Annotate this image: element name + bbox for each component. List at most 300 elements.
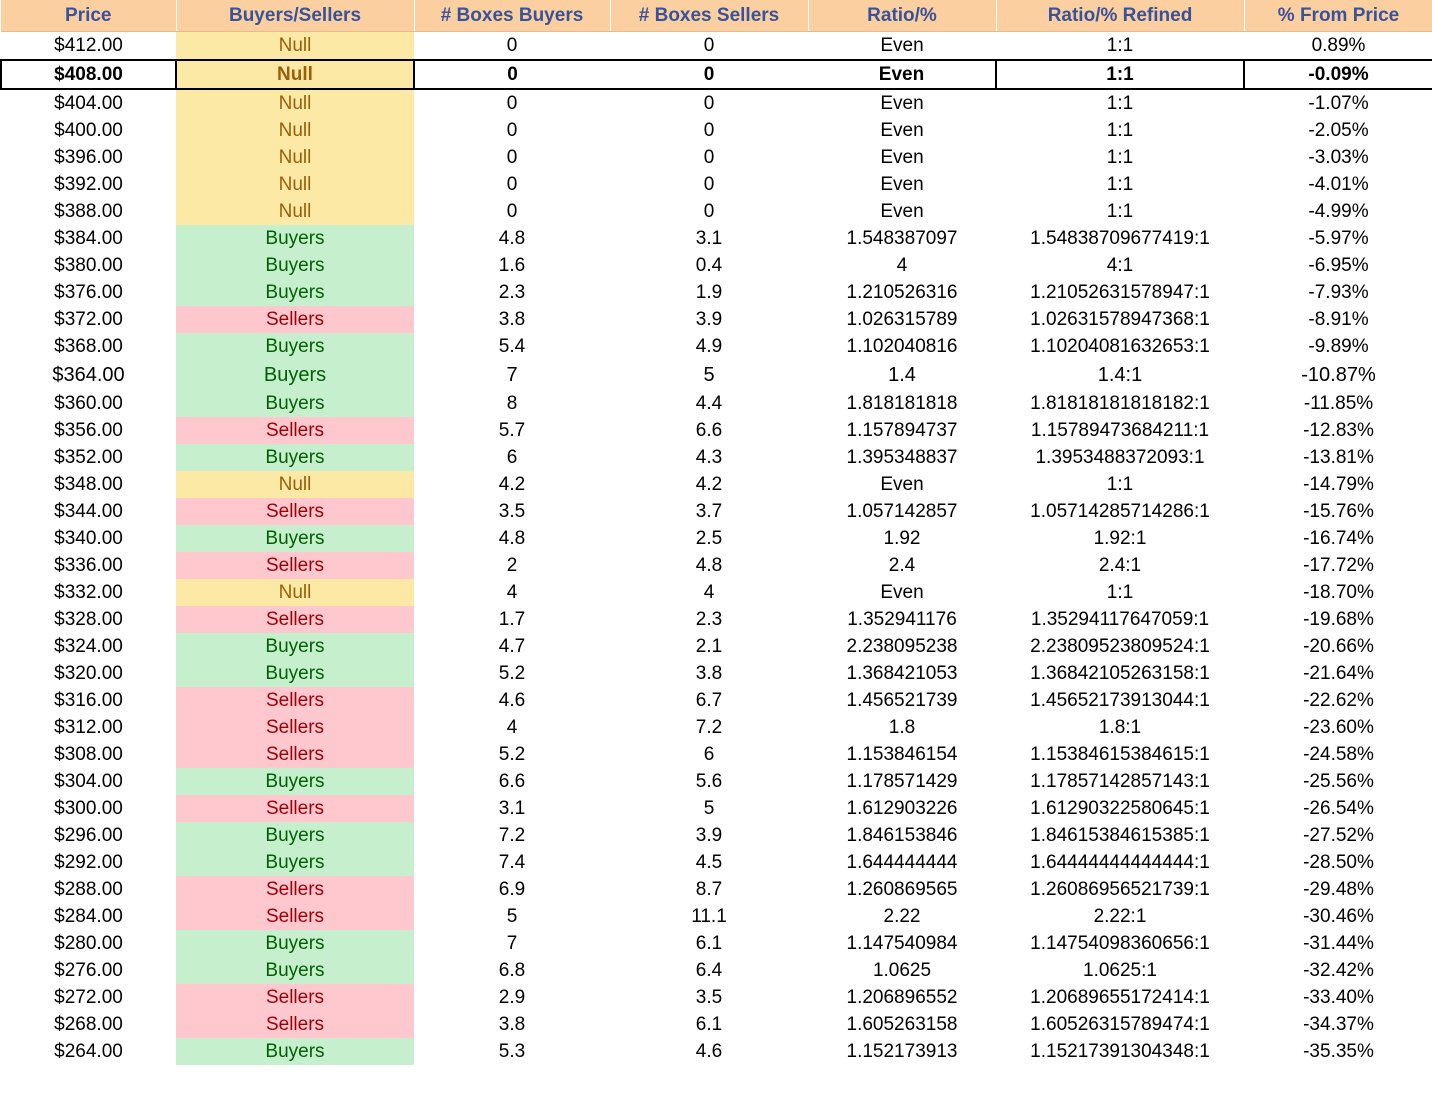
boxes-buyers-cell[interactable]: 4.7 [498,636,526,657]
boxes-sellers-cell[interactable]: 3.8 [695,663,723,684]
from-price-cell[interactable]: -18.70% [1303,582,1374,603]
boxes-sellers-cell[interactable]: 0 [703,35,715,56]
ratio-refined-cell[interactable]: 2.23809523809524:1 [1030,636,1210,657]
table-row [1,714,1432,741]
buyers-sellers-cell[interactable]: Buyers [176,822,414,849]
ratio-refined-cell[interactable]: 1.10204081632653:1 [1030,336,1210,357]
price-cell[interactable]: $296.00 [54,825,123,846]
boxes-buyers-cell[interactable]: 6 [506,447,518,468]
price-cell[interactable]: $404.00 [54,93,123,114]
ratio-refined-cell[interactable]: 2.4:1 [1098,555,1142,576]
buyers-sellers-cell[interactable]: Null [176,32,414,61]
ratio-cell[interactable]: 1.026315789 [846,309,958,330]
ratio-refined-cell[interactable]: 1.81818181818182:1 [1030,393,1210,414]
boxes-buyers-cell[interactable]: 5 [506,906,518,927]
boxes-sellers-cell[interactable]: 4.6 [695,1041,723,1062]
boxes-sellers-cell[interactable]: 0 [703,174,715,195]
boxes-sellers-cell[interactable]: 3.9 [695,309,723,330]
table-row [1,822,1432,849]
from-price-cell[interactable]: -19.68% [1303,609,1374,630]
boxes-buyers-cell[interactable]: 4.6 [498,690,526,711]
buyers-sellers-cell[interactable]: Buyers [176,768,414,795]
from-price-cell[interactable]: -2.05% [1308,120,1369,141]
ratio-cell[interactable]: 1.102040816 [846,336,958,357]
buyers-sellers-cell[interactable]: Sellers [176,984,414,1011]
buyers-sellers-cell[interactable]: Sellers [176,876,414,903]
price-cell[interactable]: $396.00 [54,147,123,168]
buyers-sellers-cell[interactable]: Buyers [176,957,414,984]
from-price-cell[interactable]: -1.07% [1308,93,1369,114]
from-price-cell[interactable]: -5.97% [1308,228,1369,249]
from-price-cell[interactable]: -3.03% [1308,147,1369,168]
ratio-cell[interactable]: 1.644444444 [846,852,958,873]
price-cell[interactable]: $332.00 [54,582,123,603]
from-price-cell[interactable]: -10.87% [1301,363,1376,386]
boxes-sellers-cell[interactable]: 0 [703,120,715,141]
ratio-cell[interactable]: Even [880,201,924,222]
table-row [1,957,1432,984]
boxes-sellers-cell[interactable]: 6 [703,744,715,765]
table-row [1,306,1432,333]
price-cell[interactable]: $312.00 [54,717,123,738]
ratio-cell[interactable]: 1.395348837 [846,447,958,468]
buyers-sellers-cell[interactable]: Sellers [176,552,414,579]
boxes-sellers-cell[interactable]: 0 [703,147,715,168]
price-cell[interactable]: $372.00 [54,309,123,330]
ratio-refined-cell[interactable]: 1.8:1 [1098,717,1142,738]
boxes-buyers-cell[interactable]: 6.6 [498,771,526,792]
ratio-cell[interactable]: 4 [896,255,908,276]
boxes-sellers-cell[interactable]: 4.4 [695,393,723,414]
ratio-refined-cell[interactable]: 1.35294117647059:1 [1030,609,1210,630]
boxes-buyers-cell[interactable]: 5.2 [498,663,526,684]
price-cell[interactable]: $316.00 [54,690,123,711]
table-row [1,525,1432,552]
boxes-sellers-cell[interactable]: 5 [703,363,715,386]
ratio-refined-cell[interactable]: 1.26086956521739:1 [1030,879,1210,900]
from-price-cell[interactable]: -12.83% [1303,420,1374,441]
table-row [1,117,1432,144]
price-cell[interactable]: $308.00 [54,744,123,765]
ratio-cell[interactable]: 1.152173913 [846,1041,958,1062]
boxes-buyers-cell[interactable]: 7.2 [498,825,526,846]
ratio-cell[interactable]: Even [880,35,924,56]
ratio-refined-cell[interactable]: 4:1 [1106,255,1134,276]
boxes-sellers-cell[interactable]: 2.3 [695,609,723,630]
boxes-buyers-cell[interactable]: 4.8 [498,228,526,249]
ratio-refined-cell[interactable]: 1.61290322580645:1 [1030,798,1210,819]
table-header [1,0,1432,32]
buyers-sellers-cell[interactable]: Sellers [176,687,414,714]
buyers-sellers-cell[interactable]: Null [176,579,414,606]
price-cell[interactable]: $288.00 [54,879,123,900]
price-cell[interactable]: $304.00 [54,771,123,792]
boxes-sellers-cell[interactable]: 0.4 [695,255,723,276]
ratio-refined-cell[interactable]: 1.36842105263158:1 [1030,663,1210,684]
ratio-refined-cell[interactable]: 1.02631578947368:1 [1030,309,1210,330]
from-price-cell[interactable]: -34.37% [1303,1014,1374,1035]
ratio-cell[interactable]: Even [880,582,924,603]
boxes-sellers-cell[interactable]: 0 [703,201,715,222]
boxes-buyers-cell[interactable]: 4.2 [498,474,526,495]
boxes-buyers-cell[interactable]: 7 [506,933,518,954]
ratio-cell[interactable]: 1.456521739 [846,690,958,711]
buyers-sellers-cell[interactable]: Buyers [176,444,414,471]
table-row [1,144,1432,171]
price-cell[interactable]: $276.00 [54,960,123,981]
boxes-sellers-cell[interactable]: 6.6 [695,420,723,441]
boxes-sellers-cell[interactable]: 0 [703,93,715,114]
ratio-refined-cell[interactable]: 1:1 [1106,201,1134,222]
price-cell[interactable]: $320.00 [54,663,123,684]
boxes-buyers-cell[interactable]: 3.1 [498,798,526,819]
from-price-cell[interactable]: -25.56% [1303,771,1374,792]
from-price-cell[interactable]: -23.60% [1303,717,1374,738]
price-cell[interactable]: $284.00 [54,906,123,927]
table-row [1,606,1432,633]
boxes-buyers-cell[interactable]: 4.8 [498,528,526,549]
buyers-sellers-cell[interactable]: Buyers [176,225,414,252]
table-row [1,171,1432,198]
from-price-cell[interactable]: -22.62% [1303,690,1374,711]
from-price-cell[interactable]: -4.99% [1308,201,1369,222]
price-cell[interactable]: $412.00 [54,35,123,56]
price-cell[interactable]: $344.00 [54,501,123,522]
boxes-buyers-cell[interactable]: 2 [506,555,518,576]
ratio-refined-cell[interactable]: 1:1 [1106,120,1134,141]
from-price-cell[interactable]: -31.44% [1303,933,1374,954]
boxes-sellers-cell[interactable]: 2.1 [695,636,723,657]
from-price-cell[interactable]: -26.54% [1303,798,1374,819]
buyers-sellers-cell[interactable]: Null [176,171,414,198]
price-cell[interactable]: $268.00 [54,1014,123,1035]
from-price-cell[interactable]: -11.85% [1303,393,1374,414]
buyers-sellers-cell[interactable]: Buyers [176,252,414,279]
ratio-cell[interactable]: 1.260869565 [846,879,958,900]
ratio-cell[interactable]: 1.057142857 [846,501,958,522]
price-cell[interactable]: $280.00 [54,933,123,954]
ratio-refined-cell[interactable]: 1.3953488372093:1 [1035,447,1205,468]
ratio-refined-cell[interactable]: 1.15217391304348:1 [1030,1041,1210,1062]
boxes-buyers-cell[interactable]: 0 [506,147,518,168]
header-price[interactable]: Price [1,0,176,32]
ratio-cell[interactable]: 1.4 [888,363,916,386]
table-row [1,60,1432,89]
buyers-sellers-cell[interactable]: Buyers [176,633,414,660]
ratio-cell[interactable]: 1.157894737 [846,420,958,441]
ratio-refined-cell[interactable]: 1.0625:1 [1083,960,1157,981]
boxes-sellers-cell[interactable]: 4.9 [695,336,723,357]
ratio-cell[interactable]: 1.210526316 [846,282,958,303]
boxes-sellers-cell[interactable]: 5 [703,798,715,819]
from-price-cell[interactable]: -8.91% [1308,309,1369,330]
boxes-buyers-cell[interactable]: 4 [506,717,518,738]
from-price-cell[interactable]: -6.95% [1308,255,1369,276]
ratio-refined-cell[interactable]: 1:1 [1106,35,1134,56]
boxes-sellers-cell[interactable]: 4.8 [695,555,723,576]
table-row [1,795,1432,822]
from-price-cell[interactable]: -21.64% [1303,663,1374,684]
boxes-sellers-cell[interactable]: 6.1 [695,933,723,954]
header-from-price[interactable]: % From Price [1244,0,1432,32]
from-price-cell[interactable]: -0.09% [1244,60,1432,89]
ratio-refined-cell[interactable]: 1.60526315789474:1 [1030,1014,1210,1035]
boxes-buyers-cell[interactable]: 3.8 [498,309,526,330]
ratio-cell[interactable]: 1.153846154 [846,744,958,765]
boxes-buyers-cell[interactable]: 3.8 [498,1014,526,1035]
buyers-sellers-cell[interactable]: Sellers [176,498,414,525]
from-price-cell[interactable]: -17.72% [1303,555,1374,576]
buyers-sellers-cell[interactable]: Sellers [176,417,414,444]
ratio-cell[interactable]: 1.92 [883,528,921,549]
boxes-buyers-cell[interactable]: 7.4 [498,852,526,873]
ratio-refined-cell[interactable]: 1.92:1 [1093,528,1147,549]
buyers-sellers-cell[interactable]: Buyers [176,360,414,390]
buyers-sellers-cell[interactable]: Buyers [176,660,414,687]
table-row [1,360,1432,390]
ratio-cell[interactable]: 1.178571429 [846,771,958,792]
boxes-sellers-cell[interactable]: 5.6 [695,771,723,792]
table-row [1,930,1432,957]
buyers-sellers-cell[interactable]: Null [176,471,414,498]
ratio-cell[interactable]: 1.612903226 [846,798,958,819]
buyers-sellers-cell[interactable]: Null [176,117,414,144]
header-ratio-refined[interactable]: Ratio/% Refined [996,0,1244,32]
ratio-cell[interactable]: Even [880,120,924,141]
boxes-sellers-cell[interactable]: 3.1 [695,228,723,249]
price-cell[interactable]: $340.00 [54,528,123,549]
boxes-buyers-cell[interactable]: 5.4 [498,336,526,357]
ratio-refined-cell[interactable]: 1:1 [1106,582,1134,603]
ratio-cell[interactable]: 1.147540984 [846,933,958,954]
from-price-cell[interactable]: -27.52% [1303,825,1374,846]
ratio-cell[interactable]: 1.206896552 [846,987,958,1008]
price-cell[interactable]: $392.00 [54,174,123,195]
price-cell[interactable]: $356.00 [54,420,123,441]
table-row [1,768,1432,795]
buyers-sellers-cell[interactable]: Sellers [176,714,414,741]
ratio-cell[interactable]: Even [880,174,924,195]
from-price-cell[interactable]: -13.81% [1303,447,1374,468]
price-cell[interactable]: $376.00 [54,282,123,303]
ratio-cell[interactable]: 2.4 [888,555,916,576]
buyers-sellers-cell[interactable]: Null [176,198,414,225]
from-price-cell[interactable]: -15.76% [1303,501,1374,522]
from-price-cell[interactable]: 0.89% [1311,35,1366,56]
ratio-cell[interactable]: 1.605263158 [846,1014,958,1035]
price-cell[interactable]: $264.00 [54,1041,123,1062]
from-price-cell[interactable]: -29.48% [1303,879,1374,900]
ratio-cell[interactable]: Even [808,60,996,89]
boxes-buyers-cell[interactable]: 0 [506,174,518,195]
buyers-sellers-cell[interactable]: Buyers [176,333,414,360]
buyers-sellers-cell[interactable]: Buyers [176,279,414,306]
boxes-buyers-cell[interactable]: 3.5 [498,501,526,522]
buyers-sellers-cell[interactable]: Buyers [176,849,414,876]
from-price-cell[interactable]: -14.79% [1303,474,1374,495]
header-buyers-sellers[interactable]: Buyers/Sellers [176,0,414,32]
from-price-cell[interactable]: -33.40% [1303,987,1374,1008]
buyers-sellers-cell[interactable]: Buyers [176,390,414,417]
price-cell[interactable]: $364.00 [52,363,125,386]
table-row [1,279,1432,306]
from-price-cell[interactable]: -7.93% [1308,282,1369,303]
ratio-cell[interactable]: 2.22 [883,906,921,927]
ratio-cell[interactable]: 1.846153846 [846,825,958,846]
boxes-buyers-cell[interactable]: 7 [506,363,518,386]
price-cell[interactable]: $336.00 [54,555,123,576]
from-price-cell[interactable]: -30.46% [1303,906,1374,927]
price-cell[interactable]: $352.00 [54,447,123,468]
boxes-buyers-cell[interactable]: 5.2 [498,744,526,765]
buyers-sellers-cell[interactable]: Buyers [176,930,414,957]
price-cell[interactable]: $400.00 [54,120,123,141]
ratio-refined-cell[interactable]: 1.15789473684211:1 [1030,420,1210,441]
ratio-refined-cell[interactable]: 1.64444444444444:1 [1030,852,1210,873]
header-boxes-buyers[interactable]: # Boxes Buyers [414,0,610,32]
boxes-buyers-cell[interactable]: 0 [506,35,518,56]
buyers-sellers-cell[interactable]: Null [176,89,414,117]
ratio-cell[interactable]: 1.352941176 [847,609,957,630]
header-boxes-sellers[interactable]: # Boxes Sellers [610,0,808,32]
boxes-sellers-cell[interactable]: 8.7 [695,879,723,900]
boxes-sellers-cell[interactable]: 3.7 [695,501,723,522]
buyers-sellers-cell[interactable]: Sellers [176,741,414,768]
boxes-sellers-cell[interactable]: 6.1 [695,1014,723,1035]
table-row [1,741,1432,768]
ratio-refined-cell[interactable]: 1:1 [1106,147,1134,168]
ratio-cell[interactable]: Even [880,147,924,168]
ratio-refined-cell[interactable]: 1.45652173913044:1 [1030,690,1210,711]
boxes-buyers-cell[interactable]: 2.3 [498,282,526,303]
ratio-refined-cell[interactable]: 1:1 [1106,93,1134,114]
table-row [1,225,1432,252]
buyers-sellers-cell[interactable]: Sellers [176,795,414,822]
boxes-buyers-cell[interactable]: 4 [506,582,518,603]
buyers-sellers-cell[interactable]: Sellers [176,1011,414,1038]
ratio-refined-cell[interactable]: 1.20689655172414:1 [1030,987,1210,1008]
from-price-cell[interactable]: -28.50% [1303,852,1374,873]
price-cell[interactable]: $328.00 [54,609,123,630]
ratio-refined-cell[interactable]: 1:1 [996,60,1244,89]
ratio-refined-cell[interactable]: 1.54838709677419:1 [1030,228,1210,249]
from-price-cell[interactable]: -4.01% [1308,174,1369,195]
boxes-buyers-cell[interactable]: 1.7 [498,609,526,630]
boxes-buyers-cell[interactable]: 8 [506,393,518,414]
boxes-sellers-cell[interactable]: 11.1 [691,906,727,927]
price-cell[interactable]: $360.00 [54,393,123,414]
ratio-cell[interactable]: 1.0625 [872,960,932,981]
boxes-buyers-cell[interactable]: 0 [506,93,518,114]
price-cell[interactable]: $388.00 [54,201,123,222]
ratio-cell[interactable]: Even [880,93,924,114]
ratio-refined-cell[interactable]: 1.84615384615385:1 [1030,825,1210,846]
table-row [1,876,1432,903]
from-price-cell[interactable]: -16.74% [1303,528,1374,549]
ratio-cell[interactable]: 1.548387097 [846,228,958,249]
from-price-cell[interactable]: -35.35% [1303,1041,1374,1062]
ratio-cell[interactable]: 1.8 [888,717,916,738]
table-row [1,552,1432,579]
table-row [1,1011,1432,1038]
buyers-sellers-cell[interactable]: Sellers [176,606,414,633]
ratio-refined-cell[interactable]: 1.05714285714286:1 [1030,501,1210,522]
from-price-cell[interactable]: -32.42% [1303,960,1374,981]
ratio-refined-cell[interactable]: 1.15384615384615:1 [1030,744,1210,765]
price-cell[interactable]: $272.00 [54,987,123,1008]
boxes-sellers-cell[interactable]: 7.2 [695,717,723,738]
ratio-cell[interactable]: 1.818181818 [846,393,958,414]
buyers-sellers-cell[interactable]: Null [176,60,414,89]
boxes-buyers-cell[interactable]: 5.7 [498,420,526,441]
boxes-sellers-cell[interactable]: 1.9 [695,282,723,303]
from-price-cell[interactable]: -24.58% [1303,744,1374,765]
buyers-sellers-cell[interactable]: Buyers [176,525,414,552]
boxes-buyers-cell[interactable]: 6.8 [498,960,526,981]
buyers-sellers-cell[interactable]: Sellers [176,903,414,930]
price-cell[interactable]: $300.00 [54,798,123,819]
price-cell[interactable]: $380.00 [54,255,123,276]
boxes-sellers-cell[interactable]: 4 [703,582,715,603]
table-row [1,252,1432,279]
boxes-buyers-cell[interactable]: 1.6 [498,255,526,276]
boxes-sellers-cell[interactable]: 6.7 [695,690,723,711]
ratio-refined-cell[interactable]: 1.4:1 [1097,363,1143,386]
table-row [1,89,1432,117]
ratio-refined-cell[interactable]: 1:1 [1106,174,1134,195]
ratio-refined-cell[interactable]: 2.22:1 [1093,906,1147,927]
boxes-sellers-cell[interactable]: 3.9 [695,825,723,846]
price-cell[interactable]: $324.00 [54,636,123,657]
table-row [1,471,1432,498]
table-row [1,333,1432,360]
boxes-buyers-cell[interactable]: 6.9 [498,879,526,900]
boxes-sellers-cell[interactable]: 4.5 [695,852,723,873]
buyers-sellers-cell[interactable]: Null [176,144,414,171]
boxes-sellers-cell[interactable]: 6.4 [695,960,723,981]
ratio-cell[interactable]: Even [880,474,924,495]
from-price-cell[interactable]: -9.89% [1308,336,1369,357]
boxes-sellers-cell[interactable]: 2.5 [695,528,723,549]
boxes-buyers-cell[interactable]: 2.9 [498,987,526,1008]
buyers-sellers-cell[interactable]: Sellers [176,306,414,333]
price-cell[interactable]: $348.00 [54,474,123,495]
boxes-buyers-cell[interactable]: 0 [506,120,518,141]
ratio-refined-cell[interactable]: 1.14754098360656:1 [1030,933,1210,954]
boxes-sellers-cell[interactable]: 0 [610,60,808,89]
table-body [1,32,1432,1066]
price-cell[interactable]: $408.00 [1,60,176,89]
ratio-refined-cell[interactable]: 1.21052631578947:1 [1030,282,1210,303]
boxes-sellers-cell[interactable]: 4.2 [695,474,723,495]
price-cell[interactable]: $368.00 [54,336,123,357]
ratio-refined-cell[interactable]: 1.17857142857143:1 [1030,771,1210,792]
from-price-cell[interactable]: -20.66% [1303,636,1374,657]
ratio-refined-cell[interactable]: 1:1 [1106,474,1134,495]
price-cell[interactable]: $384.00 [54,228,123,249]
buyers-sellers-cell[interactable]: Buyers [176,1038,414,1065]
boxes-buyers-cell[interactable]: 0 [506,201,518,222]
table-row [1,849,1432,876]
boxes-sellers-cell[interactable]: 4.3 [695,447,723,468]
header-ratio[interactable]: Ratio/% [808,0,996,32]
boxes-buyers-cell[interactable]: 0 [414,60,610,89]
price-cell[interactable]: $292.00 [54,852,123,873]
boxes-buyers-cell[interactable]: 5.3 [498,1041,526,1062]
ratio-cell[interactable]: 1.368421053 [846,663,958,684]
ratio-cell[interactable]: 2.238095238 [846,636,958,657]
boxes-sellers-cell[interactable]: 3.5 [695,987,723,1008]
